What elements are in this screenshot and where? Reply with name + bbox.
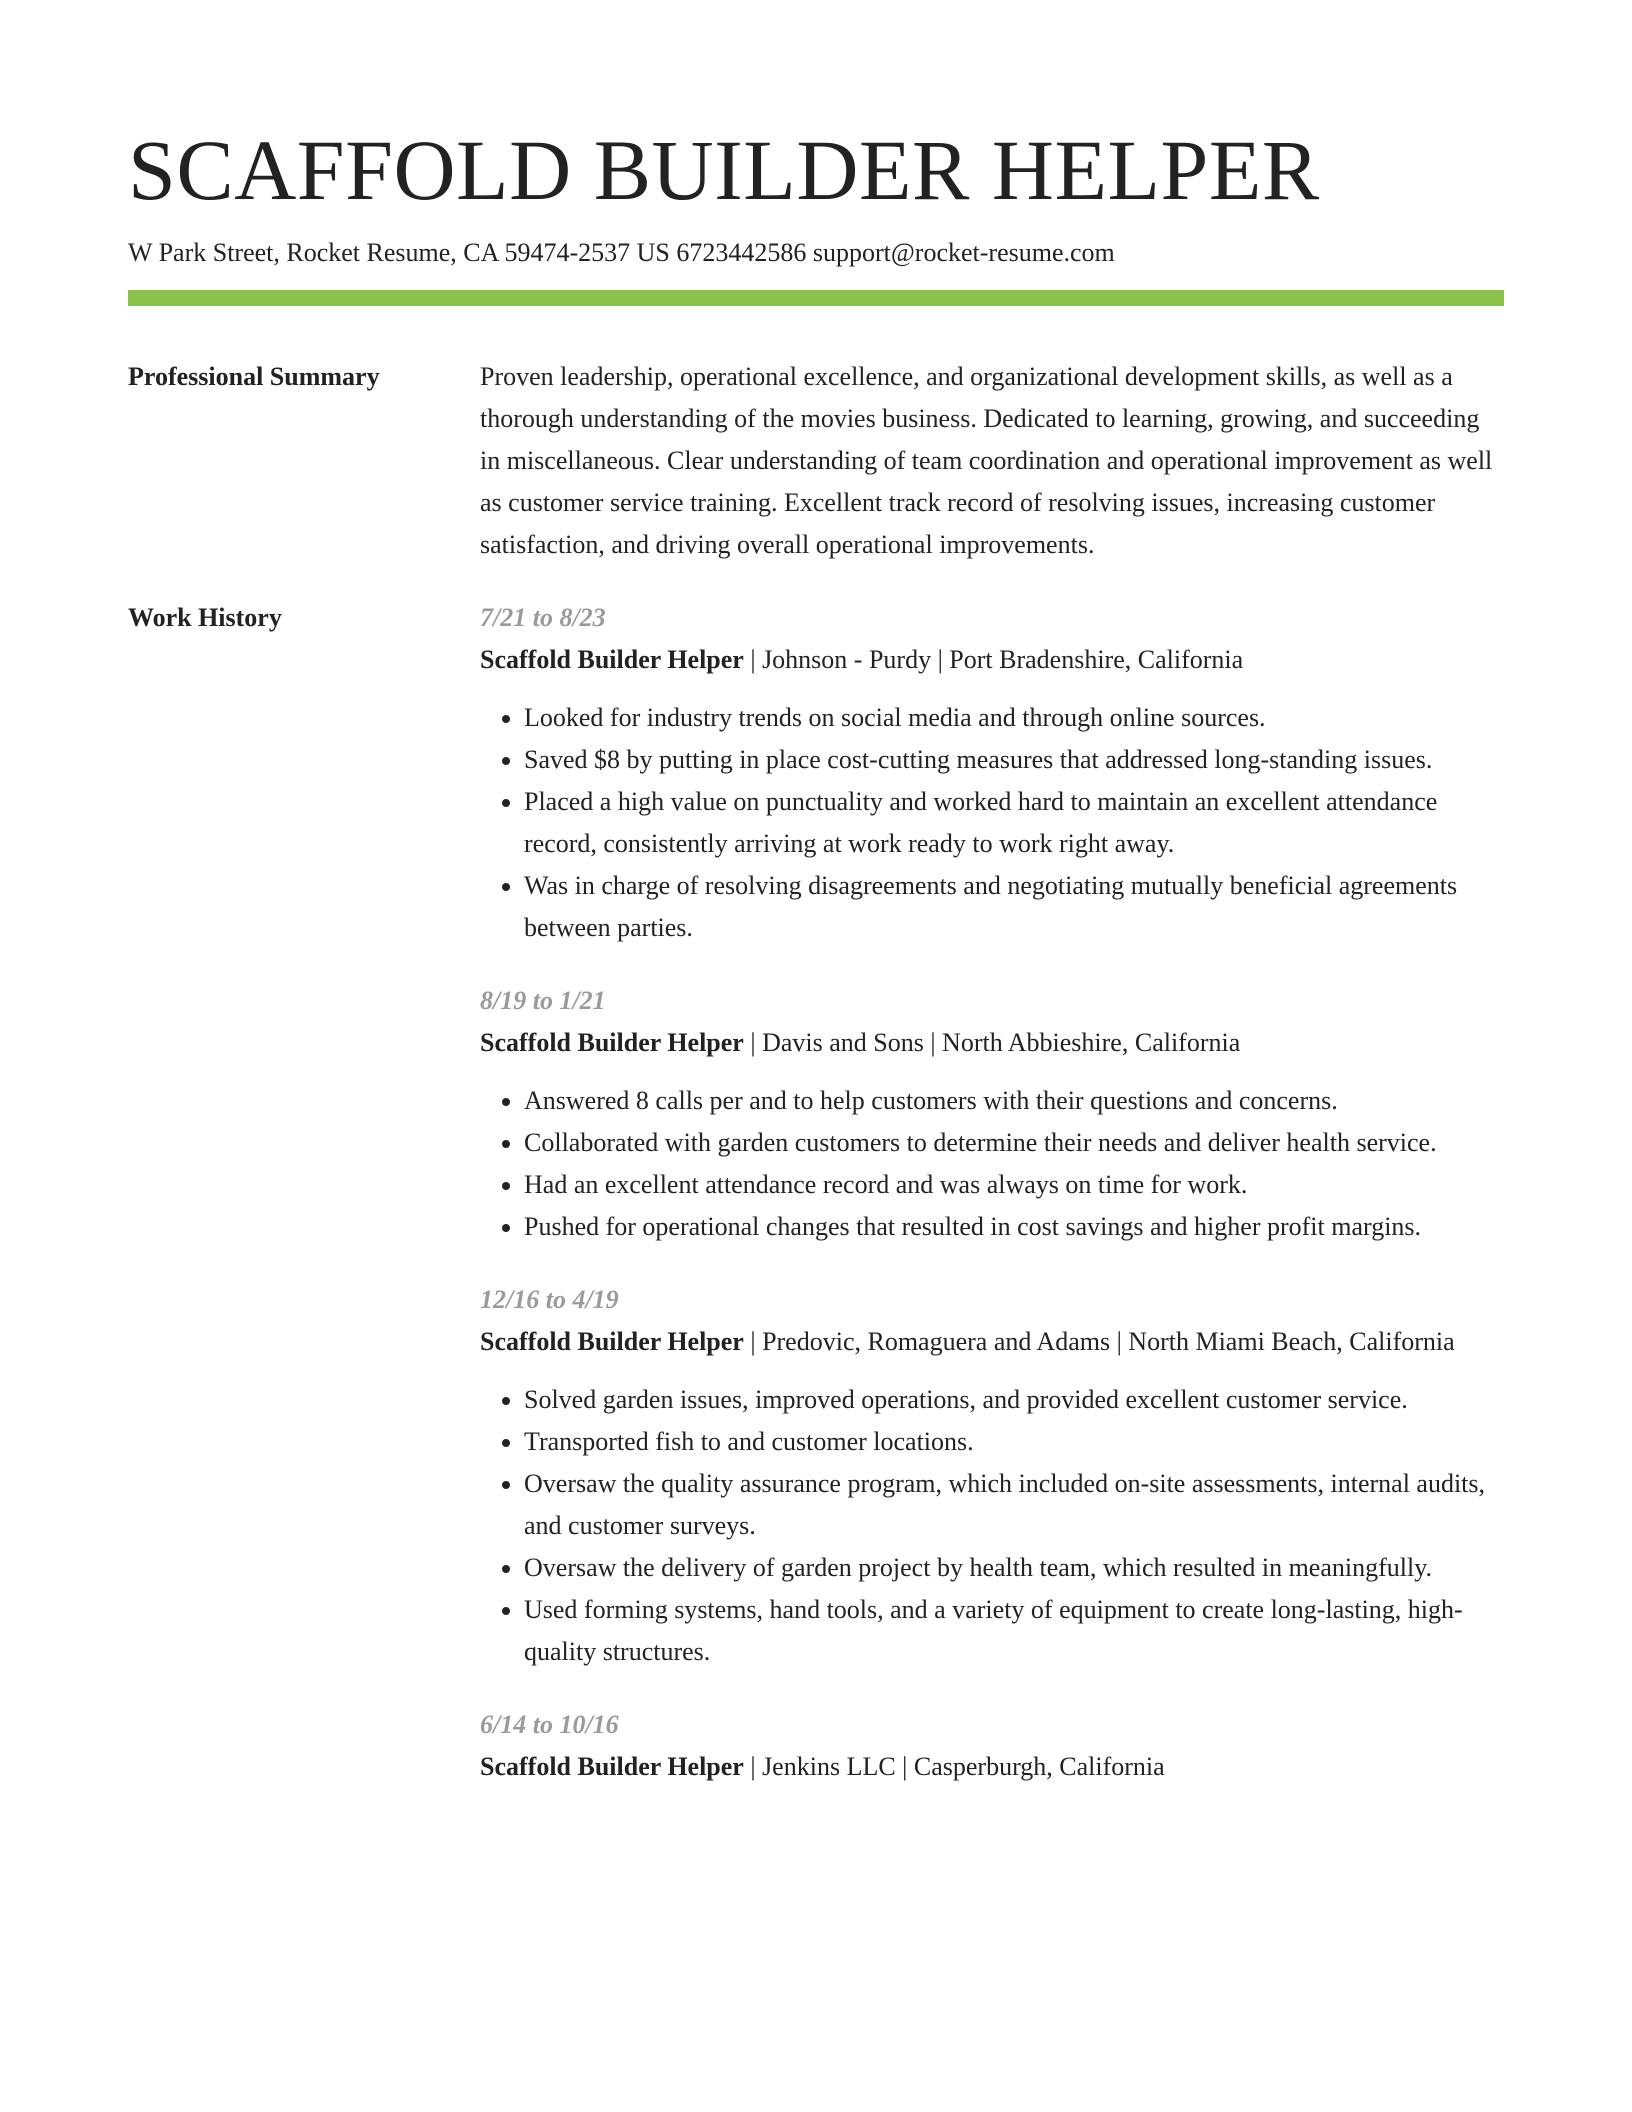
- candidate-name: SCAFFOLD BUILDER HELPER: [128, 122, 1320, 218]
- accent-divider: [128, 290, 1504, 306]
- job-entry: [480, 1279, 1504, 1673]
- job-heading: [480, 639, 1504, 681]
- job-heading: [480, 1022, 1504, 1064]
- list-item: • Pushed for operational changes that resulted in cost savings and higher profit margins.: [524, 1206, 1504, 1248]
- job-heading: [480, 1746, 1504, 1788]
- list-item: • Had an excellent attendance record and was always on time for work.: [524, 1164, 1504, 1206]
- job-bullets: [480, 1080, 1504, 1248]
- job-title: Scaffold Builder Helper: [480, 1752, 744, 1781]
- job-dates: 12/16 to 4/19: [480, 1285, 619, 1314]
- job-details: | Predovic, Romaguera and Adams | North Miami Beach, California: [743, 1327, 1455, 1356]
- job-entry: [480, 980, 1504, 1248]
- list-item: • Collaborated with garden customers to determine their needs and deliver health service.: [524, 1122, 1504, 1164]
- list-item: • Placed a high value on punctuality and worked hard to maintain an excellent attendance record, consistently arriving at work ready to work right away.: [524, 781, 1504, 865]
- list-item: • Solved garden issues, improved operations, and provided excellent customer service.: [524, 1379, 1504, 1421]
- job-title: Scaffold Builder Helper: [480, 1028, 744, 1057]
- job-bullets: [480, 1379, 1504, 1673]
- professional-summary-section: [128, 356, 1504, 566]
- job-details: | Jenkins LLC | Casperburgh, California: [743, 1752, 1165, 1781]
- section-heading: Professional Summary: [128, 362, 380, 391]
- job-dates: 6/14 to 10/16: [480, 1710, 619, 1739]
- summary-text: Proven leadership, operational excellence, and organizational development skills, as well as a thorough understanding of the movies business. Dedicated to learning, growing, and succeeding in miscellaneous. Clear understanding of team coordination and operational improvement as well as customer service training. Excellent track record of resolving issues, increasing customer satisfaction, and driving overall operational improvements.: [480, 362, 1493, 559]
- section-heading: Work History: [128, 603, 282, 632]
- job-details: | Johnson - Purdy | Port Bradenshire, California: [743, 645, 1244, 674]
- job-dates: 8/19 to 1/21: [480, 986, 606, 1015]
- list-item: • Transported fish to and customer locations.: [524, 1421, 1504, 1463]
- job-heading: [480, 1321, 1504, 1363]
- list-item: • Oversaw the delivery of garden project by health team, which resulted in meaningfully.: [524, 1547, 1504, 1589]
- resume-page: [128, 0, 1504, 1819]
- list-item: • Saved $8 by putting in place cost-cutting measures that addressed long-standing issues.: [524, 739, 1504, 781]
- job-title: Scaffold Builder Helper: [480, 645, 744, 674]
- job-bullets: [480, 697, 1504, 949]
- work-history-section: [128, 597, 1504, 1819]
- list-item: • Oversaw the quality assurance program, which included on-site assessments, internal audits, and customer surveys.: [524, 1463, 1504, 1547]
- list-item: • Looked for industry trends on social media and through online sources.: [524, 697, 1504, 739]
- contact-info: W Park Street, Rocket Resume, CA 59474-2537 US 6723442586 support@rocket-resume.com: [128, 238, 1115, 267]
- job-entry: [480, 597, 1504, 949]
- job-dates: 7/21 to 8/23: [480, 603, 606, 632]
- list-item: • Answered 8 calls per and to help customers with their questions and concerns.: [524, 1080, 1504, 1122]
- list-item: • Was in charge of resolving disagreements and negotiating mutually beneficial agreements between parties.: [524, 865, 1504, 949]
- list-item: • Used forming systems, hand tools, and a variety of equipment to create long-lasting, high-quality structures.: [524, 1589, 1504, 1673]
- job-details: | Davis and Sons | North Abbieshire, California: [743, 1028, 1241, 1057]
- job-entry: [480, 1704, 1504, 1788]
- job-title: Scaffold Builder Helper: [480, 1327, 744, 1356]
- job-list: [480, 597, 1504, 1819]
